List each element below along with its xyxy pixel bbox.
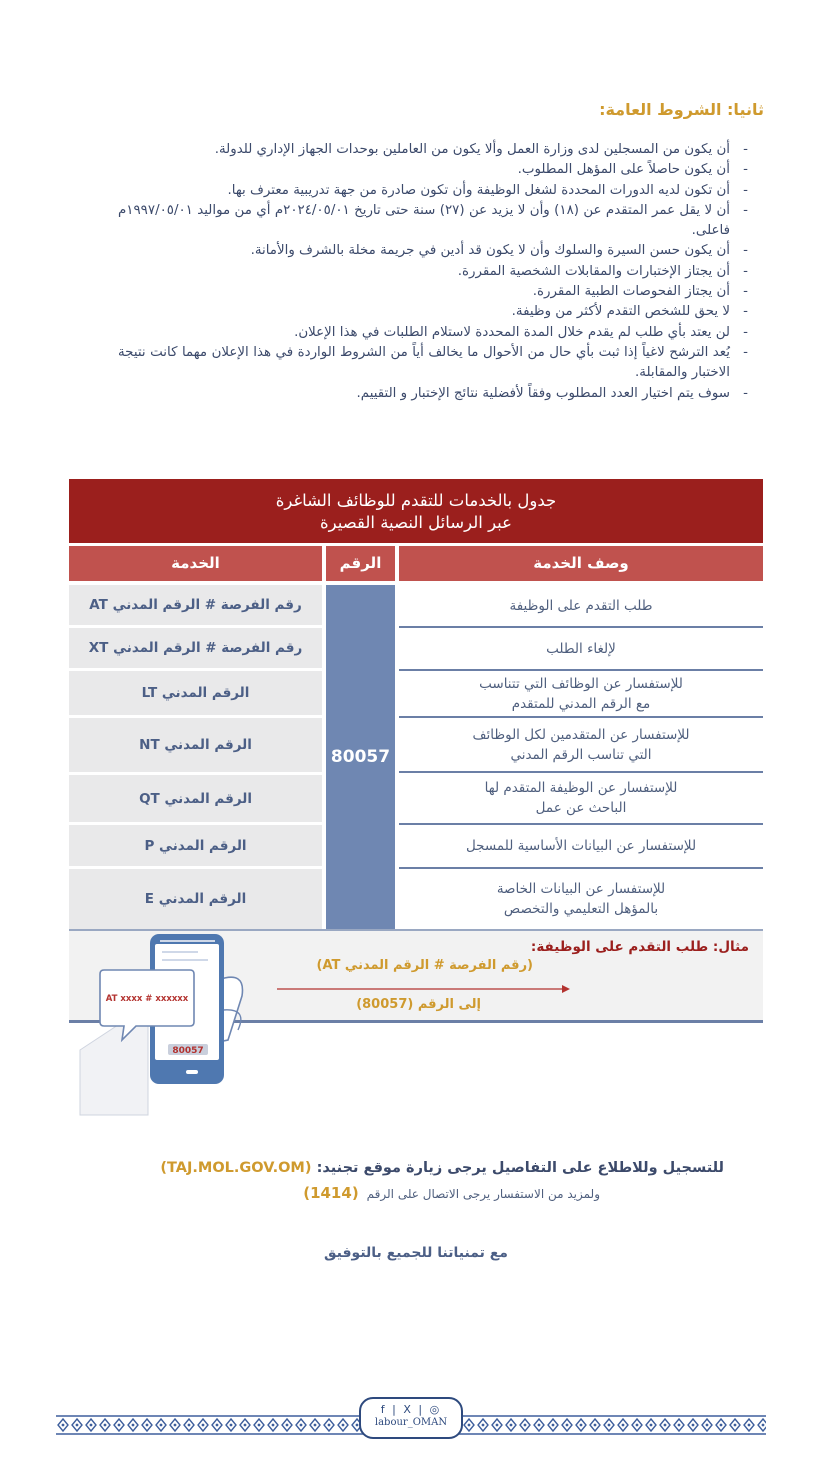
service-cell: رقم الفرصة # الرقم المدني AT xyxy=(69,585,322,625)
description-line: للإستفسار عن الوظائف التي تتناسب xyxy=(479,675,683,692)
conditions-title: ثانيا: الشروط العامة: xyxy=(599,100,764,119)
social-icons[interactable]: f | X | ◎ xyxy=(380,1403,442,1416)
service-cell: الرقم المدني P xyxy=(69,825,322,866)
description-cell xyxy=(399,585,763,628)
inquiry-number: (1414) xyxy=(303,1184,359,1202)
description-line: بالمؤهل التعليمي والتخصص xyxy=(503,901,659,917)
phone-illustration-icon xyxy=(78,930,278,1120)
description-line: للإستفسار عن الوظيفة المتقدم لها xyxy=(484,780,678,796)
sms-number-cell: 80057 xyxy=(326,585,395,929)
description-line: للإستفسار عن البيانات الخاصة xyxy=(496,881,666,897)
description-line: مع الرقم المدني للمتقدم xyxy=(511,695,651,712)
description-line: الباحث عن عمل xyxy=(535,800,627,816)
condition-item: - لا يحق للشخص التقدم لأكثر من وظيفة. xyxy=(118,302,730,322)
service-cell: الرقم المدني LT xyxy=(69,671,322,715)
table-title-line2: عبر الرسائل النصية القصيرة xyxy=(319,513,513,532)
example-text: (رقم الفرصة # الرقم المدني AT) xyxy=(316,958,533,973)
table-title-line1: جدول بالخدمات للتقدم للوظائف الشاغرة xyxy=(275,491,557,510)
description-cell xyxy=(399,718,763,773)
col-header-number: الرقم xyxy=(326,546,395,581)
col-header-description: وصف الخدمة xyxy=(399,546,763,581)
condition-item: - أن يكون حسن السيرة والسلوك وأن لا يكون قد أدين في جريمة مخلة بالشرف والأمانة. xyxy=(118,241,730,261)
condition-item: - يُعد الترشح لاغياً إذا ثبت بأي حال من الأحوال ما يخالف أياً من الشروط الواردة في هذا الإعلان مهما كانت نتيجة الاختبار والمقابلة. xyxy=(118,343,730,384)
registration-text: للتسجيل وللاطلاع على التفاصيل يرجى زيارة موقع تجنيد: xyxy=(316,1160,724,1176)
col-header-service: الخدمة xyxy=(69,546,322,581)
condition-item: - أن تكون لديه الدورات المحددة لشغل الوظيفة وأن تكون صادرة من جهة تدريبية معترف بها. xyxy=(118,181,730,201)
phone-number-text: 80057 xyxy=(172,1046,204,1056)
description-cell xyxy=(399,628,763,671)
service-cell: الرقم المدني QT xyxy=(69,775,322,822)
condition-item: - لن يعتد بأي طلب لم يقدم خلال المدة المحددة لاستلام الطلبات في هذا الإعلان. xyxy=(118,323,730,343)
description-line: التي تناسب الرقم المدني xyxy=(510,746,652,763)
inquiry-line xyxy=(303,1184,600,1202)
condition-item: - أن يجتاز الفحوصات الطبية المقررة. xyxy=(118,282,730,302)
description-line: للإستفسار عن البيانات الأساسية للمسجل xyxy=(465,838,697,854)
website-link[interactable]: (TAJ.MOL.GOV.OM) xyxy=(160,1160,312,1176)
description-line: للإستفسار عن المتقدمين لكل الوظائف xyxy=(472,726,690,743)
inquiry-text: ولمزيد من الاستفسار يرجى الاتصال على الرقم xyxy=(366,1187,600,1201)
conditions-list xyxy=(118,140,730,404)
example-destination: إلى الرقم (80057) xyxy=(356,997,481,1012)
description-line: لإلغاء الطلب xyxy=(546,640,616,657)
service-cell: رقم الفرصة # الرقم المدني XT xyxy=(69,628,322,668)
social-badge[interactable] xyxy=(359,1397,463,1439)
description-cell xyxy=(399,869,763,929)
description-cell xyxy=(399,671,763,718)
description-cell xyxy=(399,825,763,869)
registration-line xyxy=(160,1160,724,1176)
example-title: مثال: طلب التقدم على الوظيفة: xyxy=(530,939,749,955)
condition-item: - أن لا يقل عمر المتقدم عن (١٨) وأن لا يزيد عن (٢٧) سنة حتى تاريخ ٢٠٢٤/٠٥/٠١م أي من مواليد ١٩٩٧/٠٥/٠١م فاعلى. xyxy=(118,201,730,242)
table-title xyxy=(69,479,763,543)
phone-message-text: AT xxxx # xxxxxx xyxy=(105,994,189,1004)
closing-wish: مع تمنياتنا للجميع بالتوفيق xyxy=(324,1245,508,1261)
service-cell: الرقم المدني NT xyxy=(69,718,322,772)
social-handle: labour_OMAN xyxy=(374,1417,448,1428)
description-cell xyxy=(399,773,763,825)
description-line: طلب التقدم على الوظيفة xyxy=(509,597,653,614)
condition-item: - أن يكون حاصلاً على المؤهل المطلوب. xyxy=(118,160,730,180)
condition-item: - سوف يتم اختيار العدد المطلوب وفقاً لأفضلية نتائج الإختبار و التقييم. xyxy=(118,384,730,404)
condition-item: - أن يجتاز الإختبارات والمقابلات الشخصية المقررة. xyxy=(118,262,730,282)
arrow-icon xyxy=(277,983,572,995)
service-cell: الرقم المدني E xyxy=(69,869,322,929)
condition-item: - أن يكون من المسجلين لدى وزارة العمل وألا يكون من العاملين بوحدات الجهاز الإداري للدولة. xyxy=(118,140,730,160)
